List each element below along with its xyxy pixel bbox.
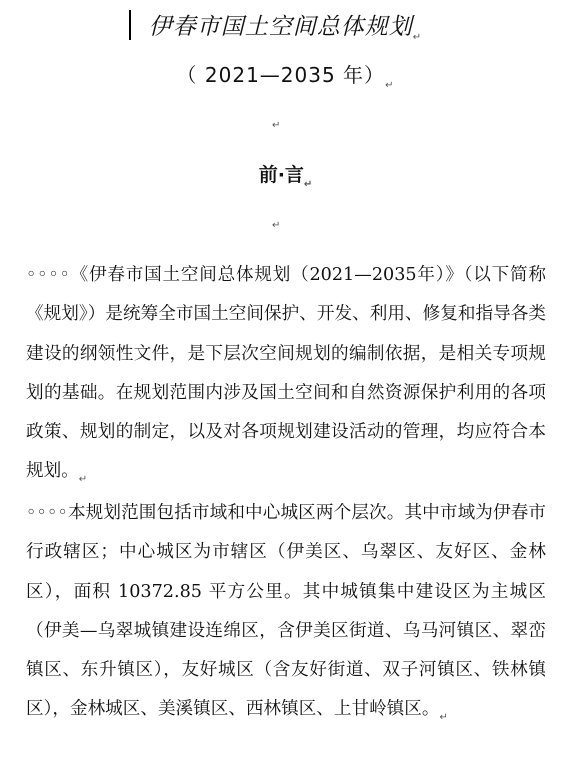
- body-paragraph-2[interactable]: [26, 494, 546, 738]
- document-title-text: 伊春市国土空间总体规划: [148, 14, 413, 40]
- paragraph-mark-icon: ↵: [303, 179, 313, 190]
- paragraph-text: ◦◦◦◦本规划范围包括市域和中心城区两个层次。其中市域为伊春市行政辖区；中心城区为市辖区（伊美区、乌翠区、友好区、金林区），面积 10372.85 平方公里。其中城镇集中建设区为主城区（伊美—乌翠城镇建设连绵区，含伊美区街道、乌马河镇区、翠峦镇区、东升镇区），友好城区（含友好街道、双子河镇区、铁林镇区），金林城区、美溪镇区、西林镇区、上甘岭镇区。: [26, 503, 546, 720]
- document-subtitle-text: （ 2021—2035 年）: [176, 63, 386, 87]
- paragraph-mark-icon: ↵: [272, 220, 281, 231]
- section-heading[interactable]: [0, 160, 571, 200]
- paragraph-mark-icon: ↵: [412, 32, 423, 43]
- paragraph-mark-icon: ↵: [385, 80, 395, 91]
- paragraph-mark-icon: ↵: [78, 474, 88, 486]
- document-title[interactable]: [0, 12, 571, 53]
- paragraph-mark-icon: ↵: [272, 120, 281, 131]
- section-heading-text: 前·言: [258, 164, 304, 186]
- paragraph-text: ◦◦◦◦《伊春市国土空间总体规划（2021—2035年）》（以下简称《规划》）是统筹全市国土空间保护、开发、利用、修复和指导各类建设的纲领性文件，是下层次空间规划的编制依据，是相关专项规划的基础。在规划范围内涉及国土空间和自然资源保护利用的各项政策、规划的制定，以及对各项规划建设活动的管理，均应符合本规划。: [26, 265, 546, 482]
- document-subtitle[interactable]: [0, 60, 571, 101]
- body-paragraph-1[interactable]: [26, 256, 546, 500]
- paragraph-mark-icon: ↵: [439, 712, 448, 724]
